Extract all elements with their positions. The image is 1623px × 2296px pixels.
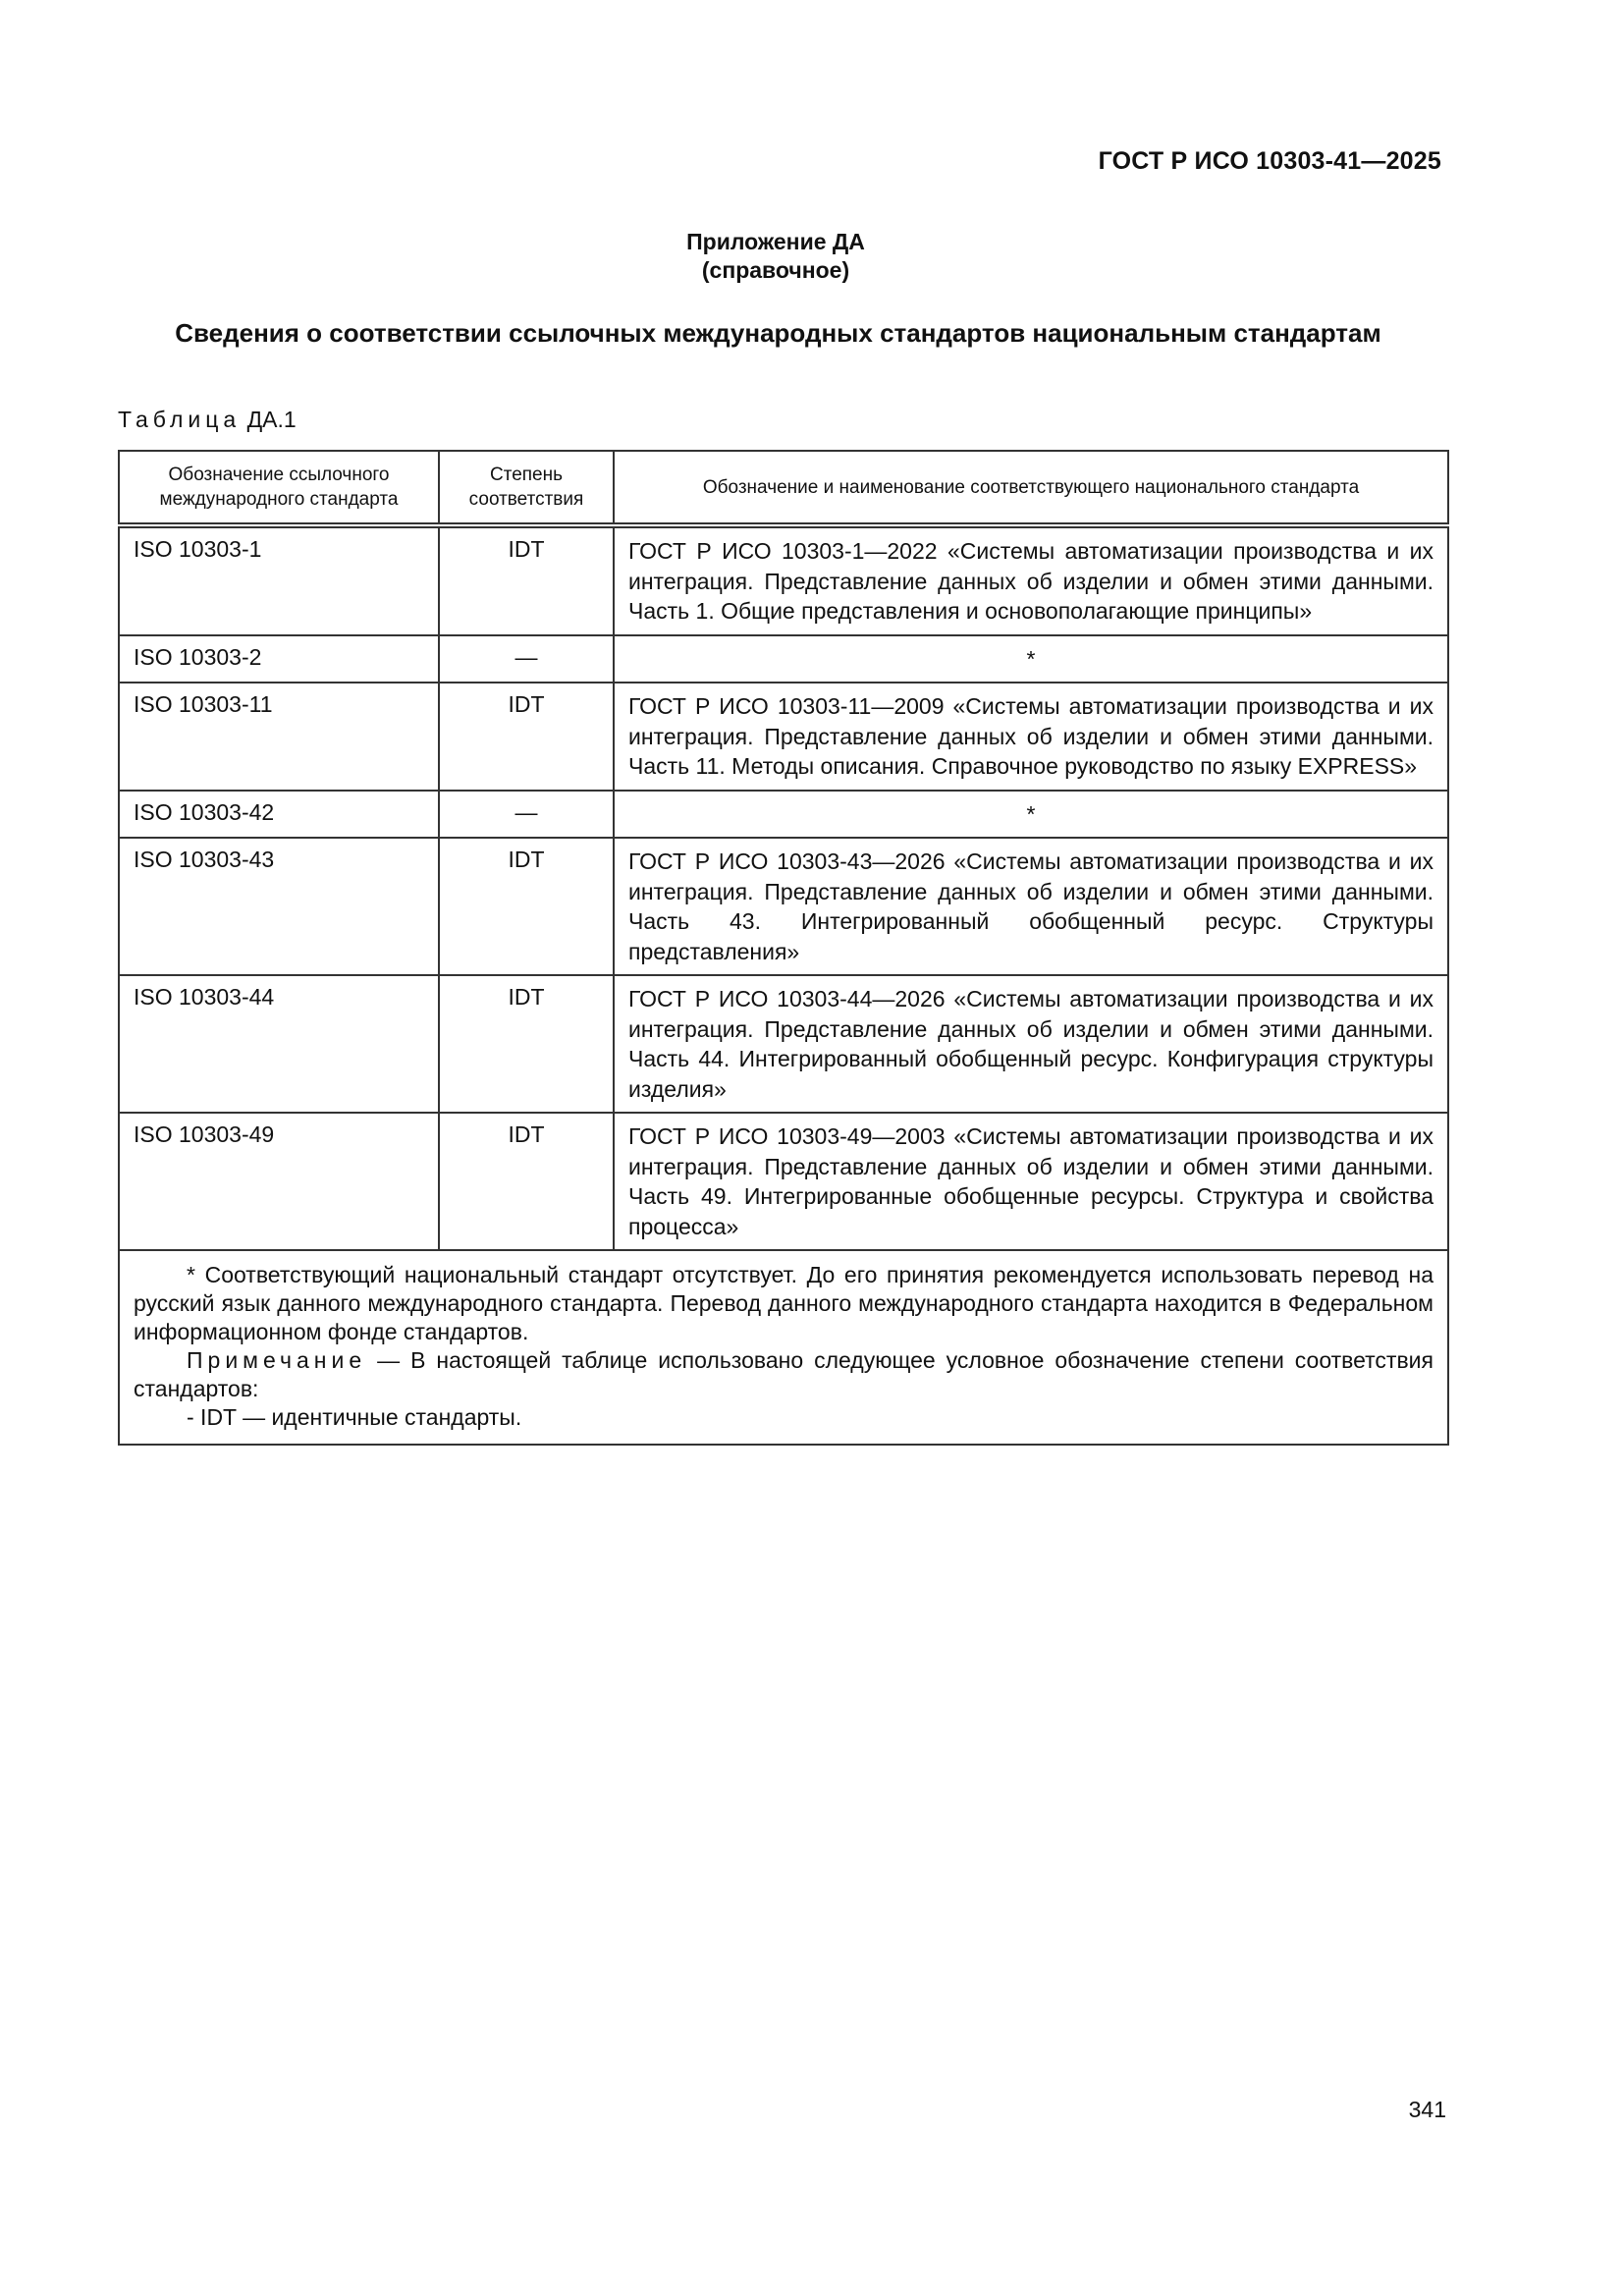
appendix-title: Приложение ДА <box>686 229 865 254</box>
table-row <box>119 683 1448 791</box>
cell-national: * <box>614 635 1448 683</box>
cell-intl: ISO 10303-1 <box>119 525 439 635</box>
table-footnote-row <box>119 1250 1448 1445</box>
cell-national: ГОСТ Р ИСО 10303-1—2022 «Системы автоматизации производства и их интеграция. Представление данных об изделии и обмен этими данными. Часть 1. Общие представления и основополагающие принципы» <box>614 525 1448 635</box>
table-footnote-cell <box>119 1250 1448 1445</box>
table-label-prefix: Таблица <box>118 407 242 432</box>
table-row <box>119 975 1448 1113</box>
note-title: Примечание <box>187 1347 367 1373</box>
cell-degree: IDT <box>439 1113 614 1250</box>
table-row <box>119 525 1448 635</box>
cell-degree: — <box>439 635 614 683</box>
table-label <box>118 407 297 433</box>
appendix-subtitle: (справочное) <box>701 257 850 283</box>
table-row <box>119 791 1448 839</box>
table-row <box>119 838 1448 975</box>
cell-intl: ISO 10303-49 <box>119 1113 439 1250</box>
cell-intl: ISO 10303-2 <box>119 635 439 683</box>
cell-national: ГОСТ Р ИСО 10303-44—2026 «Системы автоматизации производства и их интеграция. Представление данных об изделии и обмен этими данными. Часть 44. Интегрированный обобщенный ресурс. Конфигурация структуры изделия» <box>614 975 1448 1113</box>
cell-national: ГОСТ Р ИСО 10303-43—2026 «Системы автоматизации производства и их интеграция. Представление данных об изделии и обмен этими данными. Часть 43. Интегрированный обобщенный ресурс. Структуры представления» <box>614 838 1448 975</box>
cell-intl: ISO 10303-43 <box>119 838 439 975</box>
cell-degree: IDT <box>439 975 614 1113</box>
table-label-number: ДА.1 <box>241 407 297 432</box>
table-header-row <box>119 451 1448 525</box>
cell-national: ГОСТ Р ИСО 10303-11—2009 «Системы автоматизации производства и их интеграция. Представление данных об изделии и обмен этими данными. Часть 11. Методы описания. Справочное руководство по языку EXPRESS» <box>614 683 1448 791</box>
cell-degree: — <box>439 791 614 839</box>
cell-degree: IDT <box>439 838 614 975</box>
table-row <box>119 635 1448 683</box>
note-item: - IDT — идентичные стандарты. <box>187 1404 522 1430</box>
cell-degree: IDT <box>439 525 614 635</box>
note-paragraph <box>134 1346 1434 1403</box>
page-number: 341 <box>1408 2097 1446 2122</box>
cell-intl: ISO 10303-42 <box>119 791 439 839</box>
cell-intl: ISO 10303-44 <box>119 975 439 1113</box>
header-degree: Степень соответствия <box>439 451 614 525</box>
header-international-standard: Обозначение ссылочного международного стандарта <box>119 451 439 525</box>
section-title: Сведения о соответствии ссылочных международных стандартов национальным стандартам <box>175 318 1381 348</box>
footnote-text: * Соответствующий национальный стандарт отсутствует. До его принятия рекомендуется использовать перевод на русский язык данного международного стандарта. Перевод данного международного стандарта находится в Федеральном информационном фонде стандартов. <box>134 1262 1434 1344</box>
note-text: — В настоящей таблице использовано следующее условное обозначение степени соответствия стандартов: <box>134 1347 1434 1401</box>
header-national-standard: Обозначение и наименование соответствующего национального стандарта <box>614 451 1448 525</box>
correspondence-table <box>118 450 1449 1446</box>
document-code-header: ГОСТ Р ИСО 10303-41—2025 <box>1098 147 1441 175</box>
appendix-heading <box>0 228 1551 285</box>
cell-degree: IDT <box>439 683 614 791</box>
cell-national: ГОСТ Р ИСО 10303-49—2003 «Системы автоматизации производства и их интеграция. Представление данных об изделии и обмен этими данными. Часть 49. Интегрированные обобщенные ресурсы. Структура и свойства процесса» <box>614 1113 1448 1250</box>
cell-intl: ISO 10303-11 <box>119 683 439 791</box>
table-row <box>119 1113 1448 1250</box>
cell-national: * <box>614 791 1448 839</box>
